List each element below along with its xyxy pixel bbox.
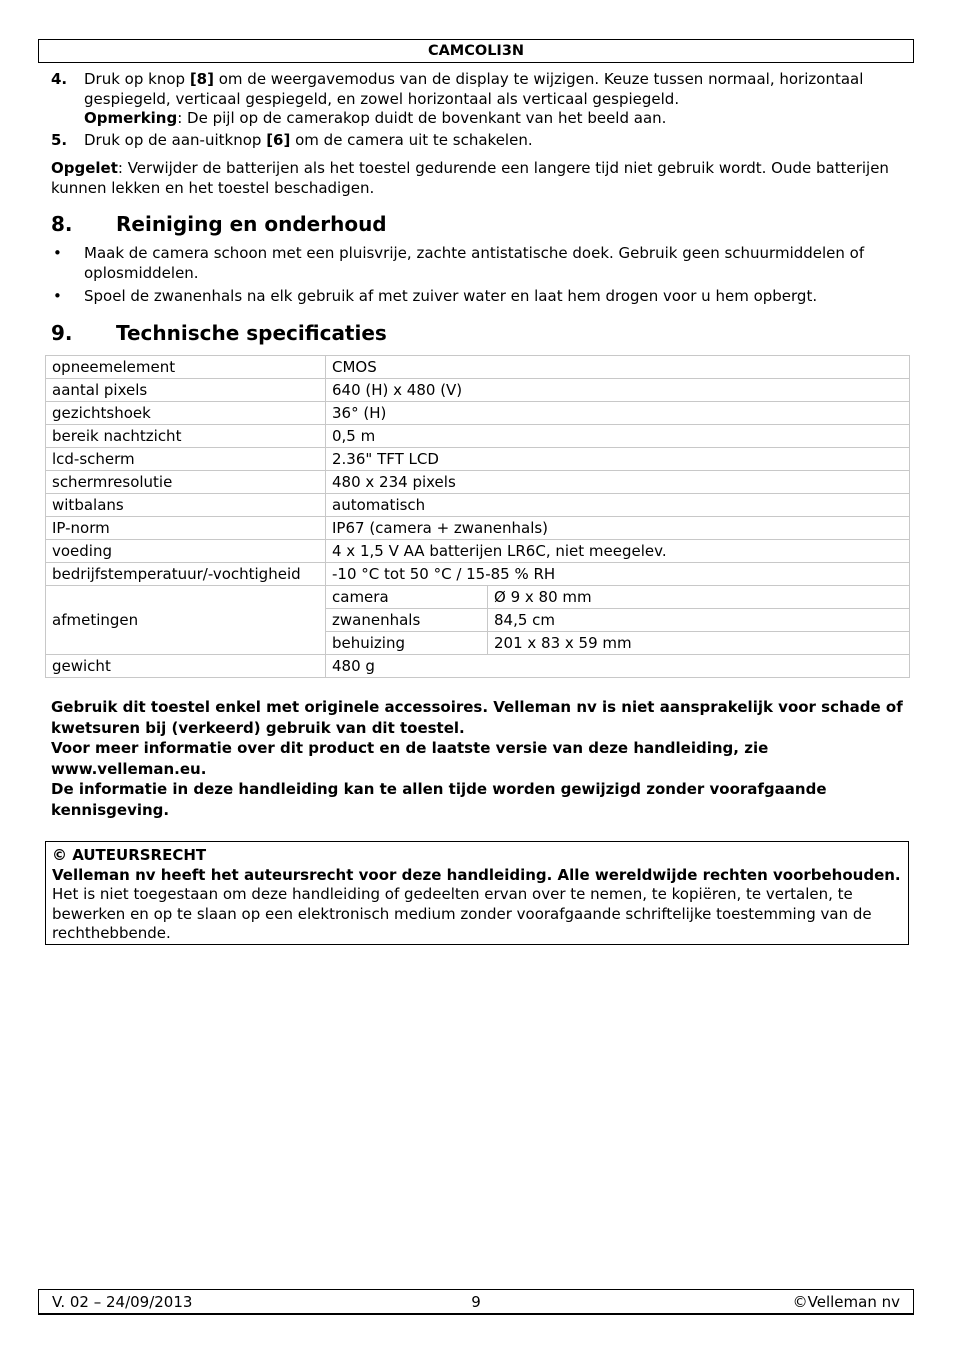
document-header (38, 39, 914, 63)
section-9-heading: 9. Technische specificaties (51, 320, 387, 345)
page-number: 9 (471, 1293, 481, 1311)
table-row: gewicht 480 g (46, 655, 910, 678)
list-item: • Spoel de zwanenhals na elk gebruik af met zuiver water en laat hem drogen voor u hem opbergt. (53, 287, 818, 305)
document-footer (38, 1289, 914, 1315)
copyright-text: Velleman nv heeft het auteursrecht voor deze handleiding. Alle wereldwijde rechten voorbehouden. Het is niet toegestaan om deze handleiding of gedeelten ervan over te nemen, te kopiëren, te vertalen, te bewerken en op te slaan op een elektronisch medium zonder voorafgaande schriftelijke toestemming van de rechthebbende. (52, 865, 901, 942)
product-code: CAMCOLI3N (427, 43, 525, 59)
button-reference: [6] (266, 130, 291, 149)
note-accessories: Gebruik dit toestel enkel met originele accessoires. Velleman nv is niet aansprakelijk voor schade of kwetsuren bij (verkeerd) gebruik van dit toestel. (51, 698, 903, 737)
list-item: • Maak de camera schoon met een pluisvrije, zachte antistatische doek. Gebruik geen schuurmiddelen of oplosmiddelen. (53, 244, 865, 282)
table-row: opneemelement CMOS (46, 356, 910, 379)
bullet-icon: • (53, 287, 62, 305)
table-row: IP-norm IP67 (camera + zwanenhals) (46, 517, 910, 540)
section-8-heading: 8. Reiniging en onderhoud (51, 212, 387, 236)
table-row: witbalans automatisch (46, 494, 910, 517)
bullet-icon: • (53, 244, 62, 262)
note-label: Opmerking (84, 109, 178, 127)
step-number: 5. (51, 130, 68, 149)
specifications-table (45, 355, 910, 678)
table-row: behuizing 201 x 83 x 59 mm (46, 632, 910, 655)
table-row: afmetingen camera Ø 9 x 80 mm (46, 586, 910, 609)
step-number: 4. (51, 70, 68, 88)
button-reference: [8] (189, 70, 214, 88)
copyright-title: © AUTEURSRECHT (52, 846, 207, 864)
table-row: aantal pixels 640 (H) x 480 (V) (46, 379, 910, 402)
table-row: bedrijfstemperatuur/-vochtigheid -10 °C tot 50 °C / 15-85 % RH (46, 563, 910, 586)
table-row: gezichtshoek 36° (H) (46, 402, 910, 425)
notes-block (51, 697, 911, 820)
main-content (51, 70, 911, 345)
dimensions-label: afmetingen (46, 586, 326, 655)
table-row: bereik nachtzicht 0,5 m (46, 425, 910, 448)
table-row: zwanenhals 84,5 cm (46, 609, 910, 632)
copyright-box (45, 841, 909, 945)
step-4: 4. Druk op knop [8] om de weergavemodus van de display te wijzigen. Keuze tussen normaal, horizontaal gespiegeld, verticaal gespiegeld, en zowel horizontaal als verticaal gespiegeld. Opmerking: De pijl op de camerakop duidt de bovenkant van het beeld aan. (51, 70, 864, 127)
table-row: lcd-scherm 2.36" TFT LCD (46, 448, 910, 471)
table-row: schermresolutie 480 x 234 pixels (46, 471, 910, 494)
caution-label: Opgelet (51, 159, 118, 177)
note-more-info: Voor meer informatie over dit product en de laatste versie van deze handleiding, zie www.velleman.eu. (51, 739, 769, 778)
step-5: 5. Druk op de aan-uitknop [6] om de camera uit te schakelen. (51, 130, 533, 149)
version-date: V. 02 – 24/09/2013 (52, 1293, 193, 1311)
caution-paragraph: Opgelet: Verwijder de batterijen als het toestel gedurende een langere tijd niet gebruik wordt. Oude batterijen kunnen lekken en het toestel beschadigen. (51, 159, 889, 197)
table-row: voeding 4 x 1,5 V AA batterijen LR6C, niet meegelev. (46, 540, 910, 563)
brand-copyright: ©Velleman nv (792, 1293, 900, 1311)
note-changes: De informatie in deze handleiding kan te allen tijde worden gewijzigd zonder voorafgaande kennisgeving. (51, 780, 827, 819)
